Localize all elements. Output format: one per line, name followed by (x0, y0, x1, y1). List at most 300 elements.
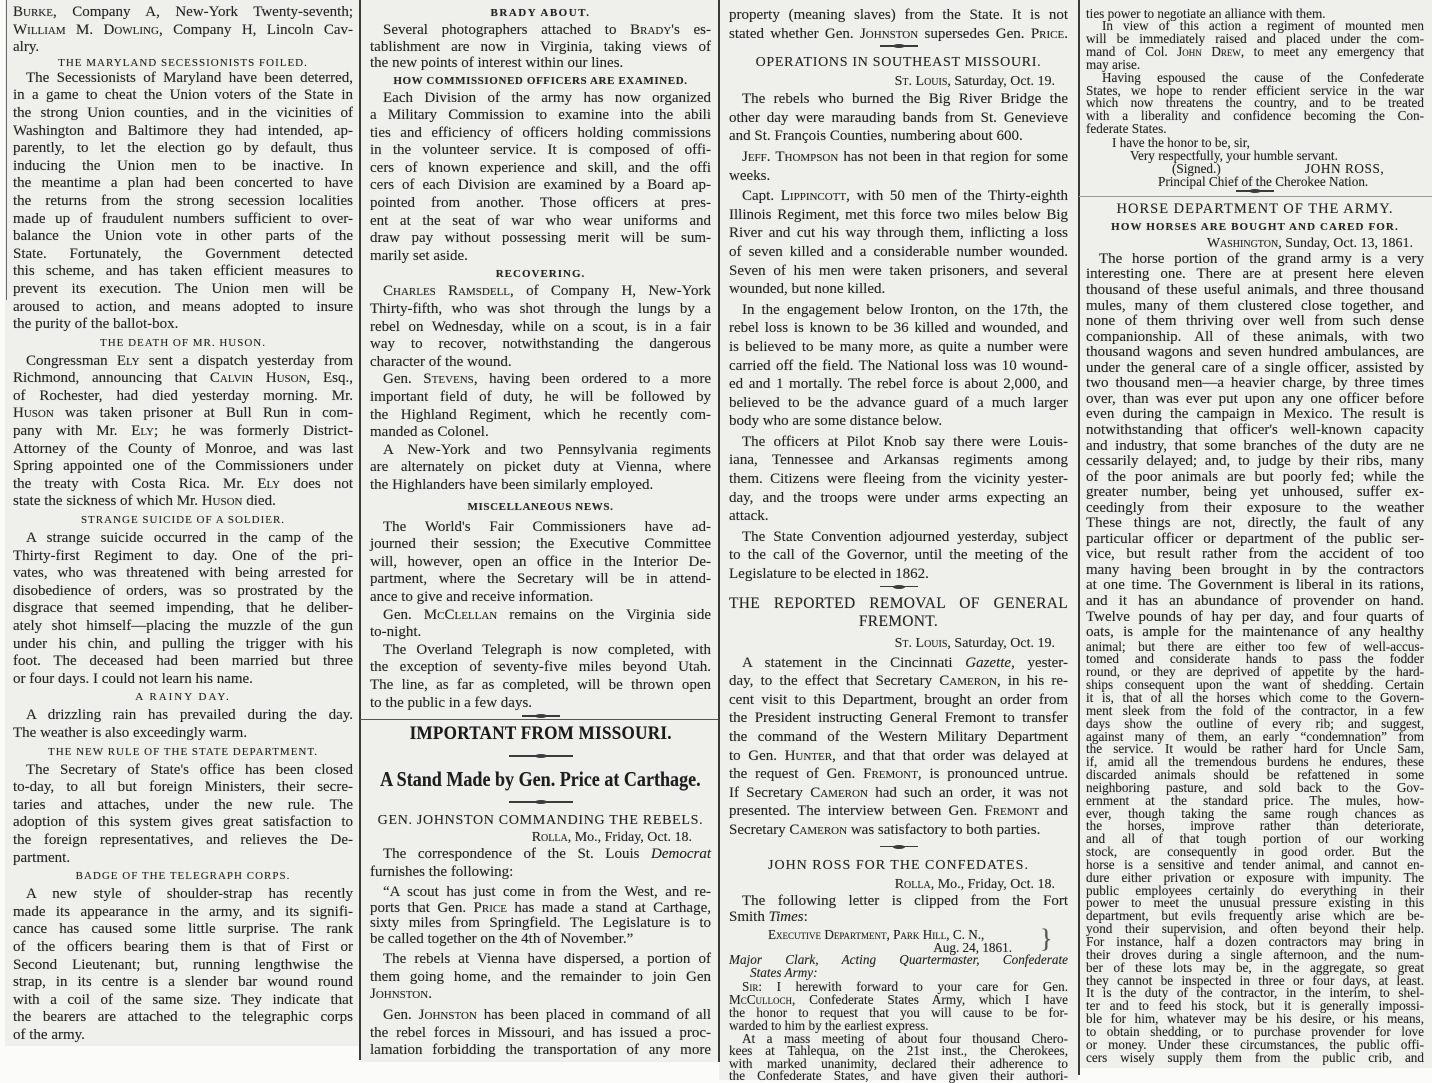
text-line: yond their supervision, and often beyond their help. (1086, 921, 1424, 937)
small-caps-name: Washington (1206, 235, 1279, 251)
text-line: the rebel forces in Missouri, and has issued a proc- (370, 1024, 711, 1041)
text-line: Legislature to be elected in 1862. (729, 566, 929, 583)
text-line: of the poor animals are but poorly fed; while the (1086, 468, 1424, 485)
italic-title: Democrat (651, 846, 711, 863)
text-line: and it has an abundance of provender on hand. (1086, 592, 1424, 609)
small-caps-name: William M. Dowling (13, 21, 159, 38)
article-paragraph (370, 283, 711, 371)
article-heading: THE NEW RULE OF THE STATE DEPARTMENT. (47, 745, 319, 758)
text-line: a Military Commission to examine into the abili (370, 107, 711, 124)
text-line: Gen. Johnston has been placed in command of all (383, 1007, 711, 1024)
italic-title: Gazette (965, 654, 1012, 671)
article-heading: HORSE DEPARTMENT OF THE ARMY. (1116, 200, 1394, 217)
article-paragraph (729, 893, 1068, 925)
text-line: the horses, improve rather than deteriorate, (1086, 818, 1424, 834)
text-line: the command of the Western Military Department (729, 729, 1068, 745)
article-heading: HOW HORSES ARE BOUGHT AND CARED FOR. (1111, 220, 1399, 233)
text-line: the bearers are attached to the telegraphic corps (13, 1009, 353, 1026)
text-line: the Highland Regiment, which he recently com- (370, 406, 711, 423)
article-paragraph (729, 980, 1068, 1032)
text-line: with a liberality and confidence becoming the Con- (1086, 108, 1424, 124)
text-line: to-day, to all but foreign Ministers, their secre- (13, 779, 353, 796)
text-line: ernment at the standard price. The mules, how- (1086, 792, 1424, 808)
text-line: the honor to request that you will cause to be for- (729, 1004, 1068, 1020)
article-heading: THE MARYLAND SECESSIONISTS FOILED. (58, 56, 308, 69)
text-line: The World's Fair Commissioners have ad- (383, 518, 711, 535)
text-line: this scheme, and has taken efficient measures to (13, 263, 353, 280)
article-paragraph (729, 301, 1068, 431)
divider-rule (729, 584, 1068, 590)
text-line: notwithstanding that officer's well-known capacity (1086, 421, 1424, 438)
text-line: The Overland Telegraph is now completed, with (383, 641, 711, 658)
small-caps-name: Calvin Huson (209, 370, 307, 387)
text-line: The horse portion of the grand army is a very (1099, 250, 1424, 267)
small-caps-name: Johnston (418, 1007, 477, 1024)
text-line: state the sickness of which Mr. Huson died. (13, 493, 276, 510)
text-line: rebel loss is known to be 36 killed and wounded, and (729, 320, 1068, 337)
text-line: Secretary Cameron was satisfactory to both parties. (729, 821, 1041, 838)
article-paragraph (729, 528, 1068, 584)
text-line: Jeff. Thompson has not been in that region for some (742, 148, 1068, 165)
text-line: Huson was taken prisoner at Bull Run in com- (13, 405, 353, 422)
dateline: Rolla, Mo., Friday, Oct. 18. (894, 876, 1055, 892)
text-line: particular officer or department of the public ser- (1086, 530, 1424, 547)
text-line: the Confederate States, and have given their authori- (729, 1068, 1068, 1083)
text-line: taries and attaches, under the new rule. The (13, 796, 353, 813)
text-line: day, and the troops were under arms expecting an (729, 489, 1068, 506)
text-line: are alternately on picket duty at Vienna, where (370, 459, 711, 476)
banner-headline (370, 722, 711, 746)
article-heading: RECOVERING. (495, 268, 586, 281)
text-line: federate States. (1086, 121, 1167, 137)
divider-rule (729, 844, 1068, 850)
text-line: The State Convention adjourned yesterday, subject (742, 528, 1068, 545)
text-line: under his chin, and pulling the trigger with his (13, 635, 353, 652)
dateline: St. Louis, Saturday, Oct. 19. (894, 74, 1055, 90)
text-line: they cannot be inspected in three or four days, at least. (1086, 972, 1424, 988)
small-caps-name: St. Louis (894, 74, 948, 90)
text-line: If Secretary Cameron had such an order, it was not (729, 784, 1068, 801)
text-line: to-night. (370, 624, 422, 641)
text-line: will be immediately raised and placed under the com- (1086, 31, 1424, 47)
signature-signer-name: JOHN ROSS, (1305, 160, 1385, 176)
text-line: their droves during a single afternoon, and the num- (1086, 946, 1424, 962)
text-line: over, than was ever put upon any one officer before (1086, 390, 1424, 407)
text-line: partment, where the Secretary will be in attend- (370, 571, 711, 588)
text-line: public employees certainly do everything in their (1086, 882, 1424, 898)
text-line: if, amid all the tremendous burdens he endures, these (1086, 754, 1424, 770)
text-line: For instance, half a dozen contractors may bring in (1086, 934, 1424, 950)
brace-glyph: } (1040, 923, 1053, 953)
text-line: furnishes the following: (370, 863, 514, 880)
text-line: The rebels at Vienna have dispersed, a portion of (383, 951, 711, 968)
signature-valediction: Very respectfully, your humble servant. (1130, 147, 1338, 163)
rule-line (509, 755, 573, 757)
text-line: ber of these lots may be, in the aggregate, so great (1086, 959, 1424, 975)
text-line: even during the campaign in Mexico. The result is (1086, 406, 1424, 423)
text-line: and industry, that some branches of the duty are ne (1086, 437, 1424, 454)
letter-signature (1086, 136, 1424, 188)
text-line: with marked unanimity, declared their adherence to (729, 1055, 1068, 1071)
article-heading: GEN. JOHNSTON COMMANDING THE REBELS. (377, 813, 704, 829)
text-line: States, we hope to render efficient service in the war (1086, 82, 1424, 98)
text-line: in a game to cheat the Union voters of the State in (13, 87, 353, 104)
small-caps-name: Price (1030, 25, 1065, 42)
text-line: parently, to let the election go by default, thus (13, 140, 353, 157)
text-line: Gen. Stevens, having been ordered to a more (383, 371, 711, 388)
dateline: Washington, Sunday, Oct. 13, 1861. (1206, 235, 1413, 251)
text-line: The officers at Pilot Knob say there were Louis- (742, 433, 1068, 450)
article-heading: OPERATIONS IN SOUTHEAST MISSOURI. (755, 55, 1042, 71)
text-line: many having been brought in by the contractors (1086, 561, 1424, 578)
text-line: dure either privation or exposure with impunity. The (1086, 869, 1424, 885)
text-line: with a coil of the same size. They indicate that (13, 991, 353, 1008)
text-line: the purity of the ballot-box. (13, 316, 179, 333)
text-line: warded to him by the earliest express. (729, 1017, 929, 1033)
text-line: Thirty-fifth, who was shot through the lungs by a (370, 301, 711, 318)
text-line: ports that Gen. Price has made a stand at Carthage, (370, 899, 711, 916)
text-line: ble for him, whatever may be his desire, or his means, (1086, 1011, 1424, 1027)
text-line: sixty miles from Springfield. The Legislature is to (370, 915, 711, 932)
text-line: the meantime a plan had been concerted to have (13, 175, 353, 192)
text-line: the exception of seventy-five miles beyond Utah. (370, 659, 711, 676)
text-line: of the officers bearing them is that of First or (13, 938, 353, 955)
text-line: in the volunteer service. It is composed of offi- (370, 142, 711, 159)
text-line: ties power to negotiate an alliance with them. (1086, 5, 1326, 21)
text-line: body who are some distance below. (729, 413, 943, 430)
small-caps-name: John Drew (1177, 44, 1241, 60)
text-line: thousand wagons and seven hundred ambulances, are (1086, 344, 1424, 361)
heading-line: THE REPORTED REMOVAL OF GENERAL (729, 594, 1068, 612)
text-line: The Secretary of State's office has been closed (26, 761, 353, 778)
small-caps-name: Sir (742, 978, 759, 994)
text-line: Smith Times: (729, 908, 808, 925)
small-caps-name: Charles Ramsdell (383, 283, 511, 300)
text-line: which now threatens the country, and to be treated (1086, 95, 1424, 111)
text-line: McCulloch, Confederate States Army, which I have (729, 991, 1068, 1007)
rule-line (522, 715, 560, 717)
article-paragraph (1086, 69, 1424, 137)
rule-line (1236, 190, 1274, 192)
heading-line: FREMONT. (858, 612, 939, 630)
text-line: mand of Col. John Drew, to meet any emergency that (1086, 44, 1424, 60)
small-caps-name: McCulloch (729, 991, 793, 1007)
text-line: aroused to action, and means adopted to insure (13, 298, 353, 315)
text-line: lamation forbidding the transportation of any more (370, 1042, 711, 1059)
text-line: River and cut his way through them, inflicting a loss (729, 225, 1068, 242)
text-line: them going home, and the remainder to join Gen (370, 968, 711, 985)
text-line: the foreign representatives, and relieves the De- (13, 831, 353, 848)
text-line: to the public in a few days. (370, 694, 533, 711)
text-line: ent at the seat of war who wear uniforms and (370, 212, 711, 229)
text-line: greater number, being yet unhoused, suffer ex- (1086, 484, 1424, 501)
column-2 (370, 0, 711, 1060)
column-4 (1086, 0, 1424, 1064)
article-heading (729, 595, 1068, 631)
text-line: carried off the field. The National loss was 10 wound- (729, 357, 1068, 374)
text-line: William M. Dowling, Company H, Lincoln Cav- (13, 21, 353, 38)
text-line: neighboring pasture, and sold back to the Gov- (1086, 779, 1424, 795)
text-line: under the general care of a single officer, assisted by (1086, 359, 1424, 376)
small-caps-name: Jeff. Thompson (742, 148, 839, 165)
text-line: ties and efficiency of officers holding commissions (370, 124, 711, 141)
text-line: Second Lieutenant; but, running lengthwise the (13, 956, 353, 973)
text-line: In view of this action a regiment of mounted men (1102, 18, 1424, 34)
text-line: none of them thriving over well from such dense (1086, 313, 1424, 330)
text-line: of the army. (13, 1026, 85, 1043)
text-line: cent visit to this Department, brought an order from (729, 691, 1068, 708)
text-line: to obtain shedding, or to purchase provender for love (1086, 1023, 1424, 1039)
article-paragraph (370, 885, 711, 947)
text-line: It is the duty of the contractor, in the interim, to shel- (1086, 985, 1424, 1001)
text-line: tomed and considerate hands to pass the fodder (1086, 651, 1424, 667)
text-line: rebel on Wednesday, while on a scout, is in a fair (370, 318, 711, 335)
article-paragraph (729, 1030, 1068, 1083)
text-line: wounded, but none killed. (729, 281, 886, 298)
rule-line (880, 45, 918, 47)
column-3 (729, 0, 1068, 1083)
text-line: prevent its execution. The Union men will be (13, 280, 353, 297)
text-line: In the engagement below Ironton, on the 17th, the (742, 301, 1068, 318)
text-line: is believed to be many more, as quite a number were (729, 338, 1068, 355)
deck-headline-text: A Stand Made by Gen. Price at Carthage. (380, 767, 701, 792)
text-line: strap, in its centre is a slender bar wound round (13, 974, 353, 991)
text-line: Gen. McClellan remains on the Virginia side (383, 606, 711, 623)
article-heading: MISCELLANEOUS NEWS. (467, 500, 614, 513)
article-paragraph (370, 442, 711, 495)
text-line: Sir: I herewith forward to your care for Gen. (742, 978, 1068, 994)
text-line: made its appearance in the army, and its signifi- (13, 903, 353, 920)
text-line: Washington and Baltimore they had intended, ap- (13, 122, 353, 139)
article-paragraph (13, 353, 353, 511)
article-paragraph (370, 371, 711, 441)
article-paragraph (370, 22, 711, 72)
letter-address (729, 951, 1068, 980)
text-line: draw pay without possessing merit will be sum- (370, 230, 711, 247)
text-line: A new style of shoulder-strap has recently (26, 886, 353, 903)
article-heading: BRADY ABOUT. (490, 7, 591, 19)
article-heading: STRANGE SUICIDE OF A SOLDIER. (80, 514, 286, 527)
text-line: The following letter is clipped from the Fort (742, 892, 1068, 909)
text-line: adoption of this system gives great satisfaction to (13, 814, 353, 831)
divider-rule (370, 712, 711, 720)
text-line: vice, but result rather from the accident of too (1086, 546, 1424, 563)
divider-rule (370, 792, 711, 812)
text-line: ever, though taking the same rough chances as (1086, 805, 1424, 821)
article-paragraph (729, 654, 1068, 840)
text-line: them. Citizens were fleeing from the vicinity yester- (729, 471, 1068, 488)
rule-line (880, 846, 918, 848)
text-line: ment sleek from the fold of the contractor, in a few (1086, 702, 1424, 718)
text-line: will, however, open an office in the Interior De- (370, 553, 711, 570)
article-paragraph (370, 951, 711, 1004)
article-heading: BADGE OF THE TELEGRAPH CORPS. (75, 870, 291, 883)
text-line: power to meet the unusual pressure existing in this (1086, 895, 1424, 911)
text-line: journed their session; the Executive Committee (370, 536, 711, 553)
text-line: Richmond, announcing that Calvin Huson, Esq., (13, 370, 353, 387)
small-caps-name: Cameron (789, 821, 848, 838)
text-line: the treaty with Costa Rica. Mr. Ely does not (13, 475, 353, 492)
article-paragraph (1086, 252, 1424, 641)
text-line: Capt. Lippincott, with 50 men of the Thirty-eighth (742, 188, 1068, 205)
text-line: against many of them, an early “condemnation” from (1086, 728, 1424, 744)
small-caps-name: Huson (201, 493, 243, 510)
divider-rule (370, 746, 711, 766)
article-paragraph (370, 607, 711, 642)
article-paragraph (370, 642, 711, 712)
text-line: way to recover, notwithstanding the dangerous (370, 336, 711, 353)
text-line: of Rochester, had died yesterday morning. Mr. (13, 387, 353, 404)
text-line: ance to give and receive information. (370, 588, 594, 605)
text-line: it is, that of all the horses which come to the Govern- (1086, 689, 1424, 705)
text-line: pany with Mr. Ely; he was formerly District- (13, 423, 353, 440)
text-line: Johnston. (370, 986, 432, 1003)
article-paragraph (729, 433, 1068, 526)
text-line: cers wisely supply them from the public crib, and (1086, 1049, 1424, 1065)
letter-place: Executive Department, Park Hill, C. N., (768, 926, 985, 942)
text-line: the request of Gen. Fremont, is pronounced untrue. (729, 766, 1068, 783)
text-line: marily set aside. (370, 247, 468, 264)
small-caps-name: Cameron (810, 784, 868, 801)
signature-closing: I have the honor to be, sir, (1112, 134, 1250, 150)
text-line: A drizzling rain has prevailed during the day. (26, 707, 353, 724)
text-line: Seven of his men were taken prisoners, and several (729, 262, 1068, 279)
text-line: State. Fortunately, the Government detected (13, 245, 353, 262)
text-line: cessarily delayed; and, to judge by their ribs, many (1086, 453, 1424, 470)
text-line: Several photographers attached to Brady's es- (383, 22, 711, 38)
text-line: “A scout has just come in from the West, and re- (383, 884, 711, 901)
text-line: oats, is ample for the maintenance of any healthy (1086, 624, 1424, 641)
text-line: department, but evils frequently arise which are be- (1086, 908, 1424, 924)
text-line: mules, many of them clustered close together, and (1086, 297, 1424, 314)
text-line: Each Division of the army has now organized (383, 89, 711, 106)
text-line: Spring appointed one of the Commissioners under (13, 458, 353, 475)
text-line: ter and to feed his stock, but it is generally impossi- (1086, 998, 1424, 1014)
banner-headline-text: IMPORTANT FROM MISSOURI. (409, 723, 672, 745)
article-paragraph (1086, 20, 1424, 71)
address-line: Major Clark, Acting Quartermaster, Confederate (729, 951, 1068, 967)
small-caps-name: Price (473, 899, 507, 916)
text-line: Twelve pounds of hay per day, and four quarts of (1086, 608, 1424, 625)
text-line: may arise. (1086, 56, 1141, 72)
article-paragraph (370, 90, 711, 266)
text-line: character of the wound. (370, 353, 512, 370)
text-line: the service. It would be rather hard for Uncle Sam, (1086, 741, 1424, 757)
dateline: Rolla, Mo., Friday, Oct. 18. (531, 830, 692, 846)
article-paragraph (370, 846, 711, 881)
small-caps-name: Cameron (939, 673, 997, 690)
text-line: property (meaning slaves) from the State. It is not (729, 7, 1068, 23)
address-line: States Army: (750, 964, 818, 980)
text-line: discarded animals should be refattened in some (1086, 767, 1424, 783)
text-line: Congressman Ely sent a dispatch yesterday from (26, 352, 353, 369)
small-caps-name: Huson (13, 405, 54, 422)
small-caps-name: Executive Department, Park Hill (768, 926, 947, 942)
text-line: and St. François Counties, numbering about 600. (729, 128, 1023, 145)
small-caps-name: Ely (131, 423, 154, 440)
text-line: made up of fraudulent numbers sufficient to over- (13, 210, 353, 227)
text-line: interesting one. There are at present here eleven (1086, 266, 1424, 283)
small-caps-name: Brady (630, 22, 672, 38)
text-line: weeks. (729, 167, 771, 184)
article-paragraph (729, 187, 1068, 299)
small-caps-name: Lippincott (780, 188, 847, 205)
text-line: at one time. The Government is liberal in its rations, (1086, 577, 1424, 594)
article-paragraph (729, 6, 1068, 43)
text-line: disobedience of orders, was so prostrated by the (13, 582, 353, 599)
small-caps-name: Johnston (370, 986, 429, 1003)
text-line: The line, as far as completed, will be thrown open (370, 676, 711, 693)
text-line: pointed from another. Those officers at pres- (370, 195, 711, 212)
column-1 (13, 0, 353, 1044)
dateline: St. Louis, Saturday, Oct. 19. (894, 635, 1055, 651)
rule-line (509, 801, 573, 803)
text-line: Illinois Regiment, met this force two miles below Big (729, 206, 1068, 223)
text-line: ships consequent upon the want of shedding. Certain (1086, 677, 1424, 693)
text-line: cers of known experience and skill, and the offi (370, 159, 711, 176)
small-caps-name: McClellan (423, 606, 498, 623)
small-caps-name: Ely (116, 352, 140, 369)
article-paragraph (729, 148, 1068, 185)
text-line: animal; but there are either too few of well-accus- (1086, 638, 1424, 654)
text-line: the returns from the strong secession localities (13, 192, 353, 209)
text-line: disgrace that seemed impending, that he deliber- (13, 600, 353, 617)
text-line: These things are not, directly, the fault of any (1086, 515, 1424, 532)
article-paragraph (13, 4, 353, 57)
text-line: tablishment are now in Virginia, taking views of (370, 38, 711, 55)
small-caps-name: Rolla (894, 876, 931, 892)
text-line: believed to be the advance guard of a much larger (729, 394, 1068, 411)
text-line: A statement in the Cincinnati Gazette, yester- (742, 654, 1068, 671)
text-line: of seven killed and a considerable number wounded. (729, 243, 1068, 260)
text-line: Thirty-first Regiment to day. One of the pri- (13, 547, 353, 564)
text-line: A strange suicide occurred in the camp of the (26, 530, 353, 547)
small-caps-name: Hunter (784, 747, 833, 764)
article-paragraph (13, 762, 353, 868)
text-line: Having espoused the cause of the Confederate (1102, 69, 1424, 85)
signature-signed-label: (Signed.) (1172, 160, 1221, 176)
text-line: be called together on the 4th of November.” (370, 930, 634, 947)
text-line: balance the Union vote in other parts of the (13, 228, 353, 245)
text-line: Attorney of the County of Monroe, and was last (13, 440, 353, 457)
article-paragraph (13, 886, 353, 1044)
article-paragraph (370, 519, 711, 607)
text-line: The Secessionists of Maryland have been deterred, (26, 69, 353, 86)
text-line: At a mass meeting of about four thousand Chero- (742, 1030, 1068, 1046)
text-line: A New-York and two Pennsylvania regiments (383, 441, 711, 458)
text-line: vates, who was threatened with being arrested for (13, 565, 353, 582)
text-line: partment. (13, 849, 71, 866)
text-line: alry. (13, 39, 40, 56)
rule-line (880, 586, 918, 588)
signature-title: Principal Chief of the Cherokee Nation. (1158, 173, 1369, 189)
article-paragraph (13, 70, 353, 334)
small-caps-name: St. Louis (894, 635, 948, 651)
article-heading: THE DEATH OF MR. HUSON. (99, 336, 266, 349)
text-line: the President instructing General Fremont to transfer (729, 710, 1068, 727)
text-line: to the call of the Governor, until the meeting of the (729, 547, 1068, 564)
text-line: ately shot himself—placing the muzzle of the gun (13, 618, 353, 634)
divider-rule (729, 43, 1068, 49)
small-caps-name: Stevens (423, 371, 474, 388)
text-line: other day were marauding bands from St. Genevieve (729, 109, 1068, 126)
text-line: cance has caused some little surprise. The rank (13, 921, 353, 938)
text-line: attack. (729, 508, 769, 525)
text-line: foot. The deceased had been married but three (13, 653, 353, 670)
article-heading: A RAINY DAY. (135, 691, 231, 704)
article-paragraph (370, 1007, 711, 1060)
text-line: the Highlanders have been similarly employed. (370, 476, 654, 493)
